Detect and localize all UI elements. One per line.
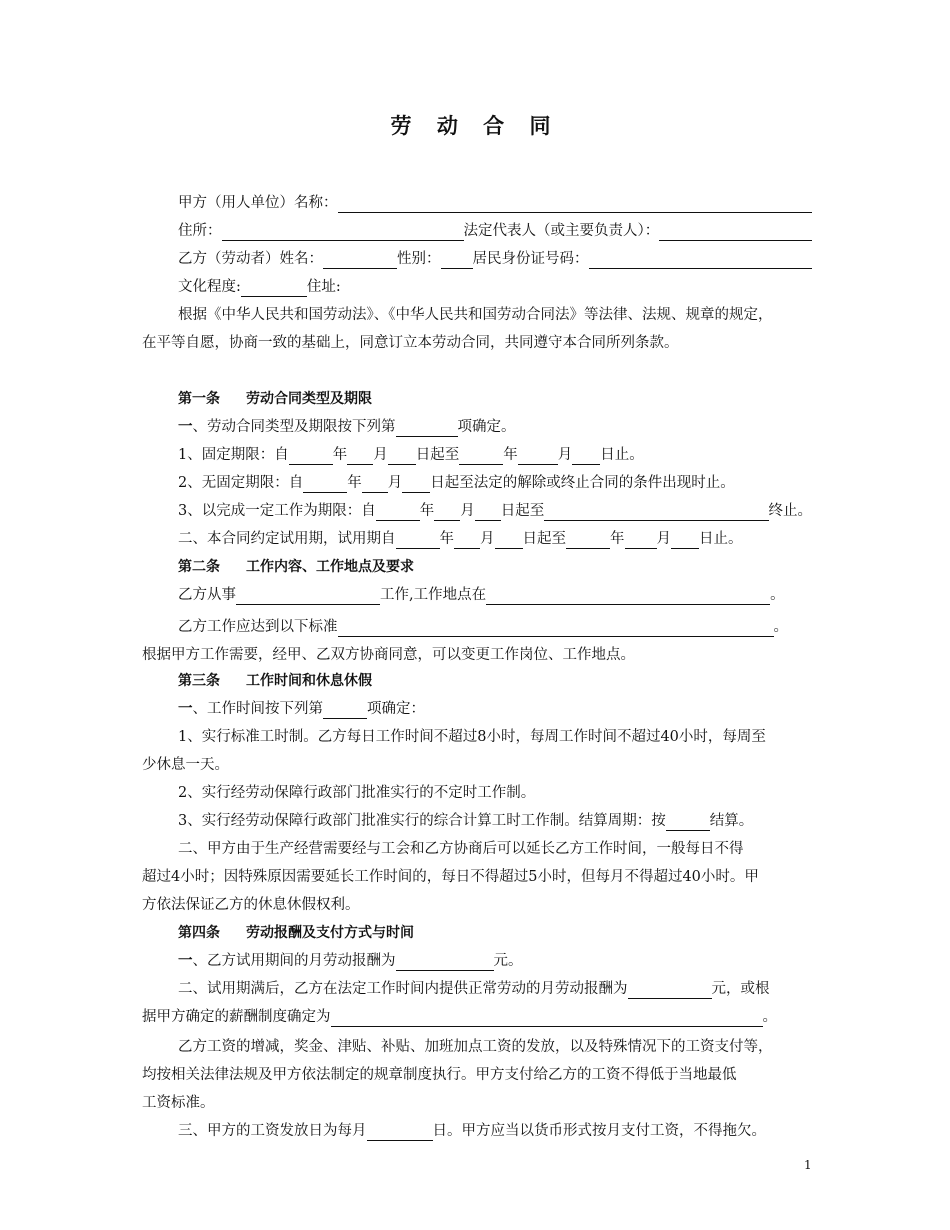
id-label: 居民身份证号码： [472, 251, 589, 267]
fixed-term-row [142, 445, 812, 465]
item-text: 日。甲方应当以货币形式按月支付工资，不得拖欠。 [432, 1123, 766, 1139]
item-text: 工作,工作地点在 [380, 587, 487, 603]
education-field[interactable] [241, 280, 307, 297]
item-mark: 一 [178, 700, 193, 717]
blank-field[interactable] [376, 504, 420, 521]
worktime-type-field[interactable] [323, 702, 367, 719]
item-text: 。 [762, 1009, 777, 1025]
article-2-title: 工作内容、工作地点及要求 [246, 559, 414, 575]
month-text: 月 [480, 531, 495, 547]
article-4-title: 劳动报酬及支付方式与时间 [246, 925, 414, 941]
employer-name-field[interactable] [338, 196, 813, 213]
item-text: 3、以完成一定工作为期限：自 [178, 503, 376, 519]
overtime-line-1: 二、甲方由于生产经营需要经与工会和乙方协商后可以延长乙方工作时间，一般每日不得 [178, 841, 744, 857]
item-text: 元。 [493, 953, 523, 969]
change-row: 根据甲方工作需要，经甲、乙双方协商同意，可以变更工作岗位、工作地点。 [142, 647, 635, 663]
item-text: 日起至 [500, 503, 545, 519]
year-text: 年 [347, 475, 362, 491]
year-text: 年 [503, 447, 518, 463]
item-text: 3、实行经劳动保障行政部门批准实行的综合计算工时工作制。结算周期：按 [178, 813, 666, 829]
item-mark: 一 [178, 952, 193, 969]
residence-label: 住址: [306, 279, 341, 295]
wage-line-1: 乙方工资的增减，奖金、津贴、补贴、加班加点工资的发放，以及特殊情况下的工资支付等， [178, 1039, 773, 1055]
address-label: 住所： [178, 223, 222, 239]
item-text: 、乙方试用期间的月劳动报酬为 [192, 953, 396, 969]
id-field[interactable] [589, 252, 813, 269]
standard-hours-line-2: 少休息一天。 [142, 757, 229, 773]
overtime-line-2: 超过4小时；因特殊原因需要延长工作时间的，每日不得超过5小时，但每月不得超过40小时。甲 [142, 869, 759, 885]
open-term-row [142, 473, 812, 493]
gender-label: 性别： [397, 251, 441, 267]
blank-field[interactable] [434, 504, 460, 521]
education-label: 文化程度: [178, 279, 241, 295]
item-text: 日起至 [522, 531, 566, 547]
blank-field[interactable] [518, 448, 558, 465]
item-text: 乙方从事 [178, 587, 236, 603]
blank-field[interactable] [572, 448, 600, 465]
blank-field[interactable] [289, 448, 333, 465]
item-text: 元，或根 [711, 981, 770, 997]
article-4-item-2-cont [142, 1007, 812, 1027]
item-text: 日止。 [600, 447, 644, 463]
month-text: 月 [656, 531, 671, 547]
settlement-period-field[interactable] [666, 814, 710, 831]
address-row [142, 221, 812, 241]
article-3-title: 工作时间和休息休假 [246, 673, 372, 689]
item-text: 项确定。 [457, 419, 516, 435]
item-text: 日起至 [415, 447, 460, 463]
article-3-item-1 [142, 699, 812, 719]
employee-name-field[interactable] [323, 252, 397, 269]
year-text: 年 [419, 503, 435, 519]
article-1-heading [142, 389, 812, 409]
standard-row [142, 617, 812, 637]
monthly-pay-field[interactable] [628, 982, 712, 999]
article-4-number: 第四条 [178, 925, 220, 941]
year-text: 年 [610, 531, 625, 547]
item-text: 日起至法定的解除或终止合同的条件出现时止。 [430, 475, 735, 491]
probation-pay-field[interactable] [396, 954, 494, 971]
salary-system-field[interactable] [331, 1010, 763, 1027]
item-text: 乙方工作应达到以下标准 [178, 619, 338, 635]
document-title: 劳 动 合 同 [390, 114, 560, 138]
blank-field[interactable] [347, 448, 373, 465]
employee-name-label: 乙方（劳动者）姓名： [178, 251, 323, 267]
article-1-title: 劳动合同类型及期限 [246, 391, 372, 407]
item-text: 项确定： [367, 701, 425, 717]
contract-type-field[interactable] [396, 420, 458, 437]
article-4-heading [142, 923, 812, 943]
standard-hours-line-1: 1、实行标准工时制。乙方每日工作时间不超过8小时，每周工作时间不超过40小时，每周至 [178, 729, 766, 745]
employer-name-row [142, 193, 812, 213]
article-4-item-2 [142, 979, 812, 999]
item-text: 据甲方确定的薪酬制度确定为 [142, 1009, 331, 1025]
item-mark: 一 [178, 418, 193, 435]
wage-line-3: 工资标准。 [142, 1095, 215, 1111]
item-text: 1、固定期限：自 [178, 447, 289, 463]
item-text: 、工作时间按下列第 [192, 701, 323, 717]
blank-field[interactable] [566, 532, 610, 549]
item-text: 、劳动合同类型及期限按下列第 [192, 419, 396, 435]
item-text: 日止。 [699, 531, 743, 547]
article-2-heading [142, 557, 812, 577]
flexible-hours-row: 2、实行经劳动保障行政部门批准实行的不定时工作制。 [178, 785, 536, 801]
blank-field[interactable] [459, 448, 503, 465]
job-row [142, 585, 812, 605]
standard-field[interactable] [338, 620, 774, 637]
blank-field[interactable] [303, 476, 347, 493]
blank-field[interactable] [625, 532, 657, 549]
address-field[interactable] [222, 224, 464, 241]
probation-row [142, 529, 812, 549]
month-text: 月 [460, 503, 475, 519]
task-term-row [142, 501, 812, 521]
blank-field[interactable] [388, 448, 416, 465]
education-row [142, 277, 812, 297]
employer-name-label: 甲方（用人单位）名称： [178, 195, 338, 211]
item-text: 2、无固定期限：自 [178, 475, 304, 491]
item-text: 结算。 [709, 813, 754, 829]
item-text: 二、试用期满后，乙方在法定工作时间内提供正常劳动的月劳动报酬为 [178, 981, 628, 997]
blank-field[interactable] [396, 532, 440, 549]
blank-field[interactable] [475, 504, 501, 521]
year-text: 年 [439, 531, 454, 547]
blank-field[interactable] [362, 476, 388, 493]
task-end-field[interactable] [544, 504, 768, 521]
legal-rep-label: 法定代表人（或主要负责人）： [463, 223, 660, 239]
job-field[interactable] [236, 588, 380, 605]
payday-field[interactable] [367, 1124, 433, 1141]
legal-rep-field[interactable] [659, 224, 812, 241]
gender-field[interactable] [441, 252, 473, 269]
article-3-heading [142, 671, 812, 691]
page-number: 1 [804, 1158, 812, 1172]
overtime-line-3: 方依法保证乙方的休息休假权利。 [142, 897, 360, 913]
wage-line-2: 均按相关法律法规及甲方依法制定的规章制度执行。甲方支付给乙方的工资不得低于当地最低 [142, 1067, 737, 1083]
workplace-field[interactable] [486, 588, 770, 605]
article-3-number: 第三条 [178, 673, 220, 689]
article-2-number: 第二条 [178, 559, 220, 575]
year-text: 年 [332, 447, 348, 463]
item-text: 。 [770, 587, 785, 603]
month-text: 月 [373, 447, 388, 463]
blank-field[interactable] [454, 532, 480, 549]
item-text: 二、本合同约定试用期，试用期自 [178, 531, 396, 547]
month-text: 月 [557, 447, 573, 463]
item-text: 。 [773, 619, 788, 635]
payday-row [142, 1121, 812, 1141]
comprehensive-hours-row [142, 811, 812, 831]
month-text: 月 [387, 475, 403, 491]
blank-field[interactable] [671, 532, 699, 549]
article-1-item-1 [142, 417, 812, 437]
item-text: 三、甲方的工资发放日为每月 [178, 1123, 367, 1139]
intro-line-1: 根据《中华人民共和国劳动法》、《中华人民共和国劳动合同法》等法律、法规、规章的规定， [178, 307, 773, 323]
item-text: 终止。 [768, 503, 812, 519]
employee-row [142, 249, 812, 269]
blank-field[interactable] [402, 476, 430, 493]
article-4-item-1 [142, 951, 812, 971]
blank-field[interactable] [495, 532, 523, 549]
article-1-number: 第一条 [178, 391, 220, 407]
intro-line-2: 在平等自愿，协商一致的基础上，同意订立本劳动合同，共同遵守本合同所列条款。 [142, 335, 679, 351]
